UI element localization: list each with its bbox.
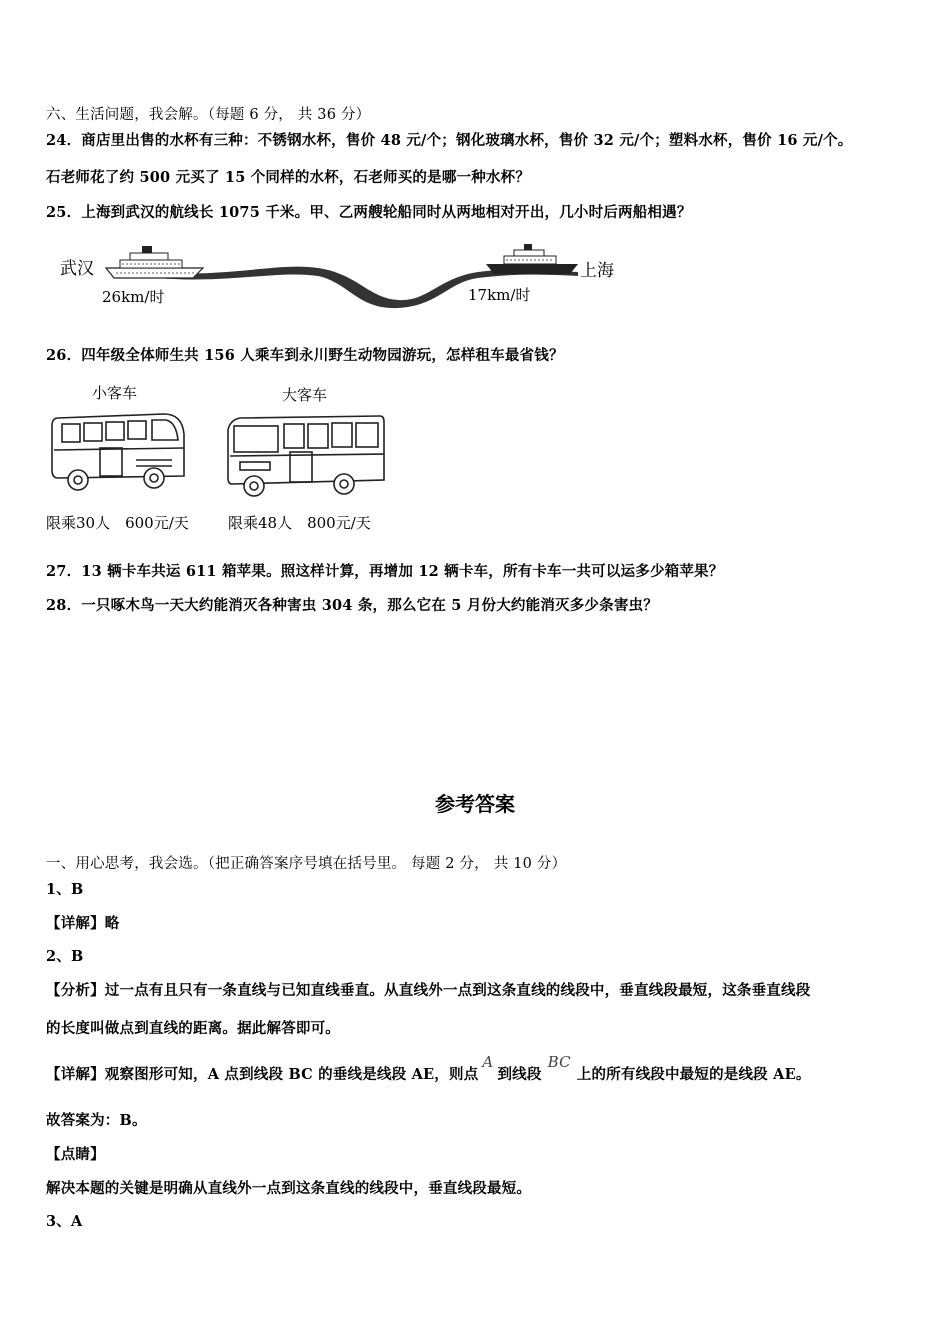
answers-title: 参考答案 [435,792,515,816]
large-bus-icon [228,416,384,496]
large-bus-caption: 限乘48人 800元/天 [228,514,371,532]
answer-1-detail: 【详解】略 [46,915,120,932]
answer-2-tip: 解决本题的关键是明确从直线外一点到这条直线的线段中，垂直线段最短。 [46,1180,532,1197]
bus-figure [44,378,404,538]
buses-illustration [44,406,404,506]
answers-section1-heading: 一、用心思考，我会选。（把正确答案序号填在括号里。 每题 2 分， 共 10 分） [46,856,567,872]
small-bus-title: 小客车 [92,384,138,402]
right-ship-speed: 17km/时 [468,286,531,304]
ship-right-icon [486,244,578,274]
answer-2-detail-part1: 【详解】观察图形可知，A 点到线段 BC 的垂线是线段 AE，则点 [46,1066,479,1083]
large-bus-title: 大客车 [282,386,328,404]
small-bus-caption: 限乘30人 600元/天 [46,514,189,532]
answer-2-detail-part2: 到线段 [497,1066,542,1083]
route-figure [58,238,638,318]
answer-2-conclusion: 故答案为：B。 [46,1112,147,1129]
answer-2: 2、B [46,948,84,965]
math-var-a: A [482,1053,494,1071]
question-24-line2: 石老师花了约 500 元买了 15 个同样的水杯，石老师买的是哪一种水杯？ [46,169,531,186]
answer-3: 3、A [46,1213,83,1230]
answer-1: 1、B [46,881,84,898]
question-27: 27．13 辆卡车共运 611 箱苹果。照这样计算，再增加 12 辆卡车，所有卡车一共可以运多少箱苹果？ [46,563,724,580]
math-var-bc: BC [547,1053,571,1071]
section6-heading: 六、生活问题，我会解。（每题 6 分， 共 36 分） [46,107,371,123]
answer-2-analysis-line1: 【分析】过一点有且只有一条直线与已知直线垂直。从直线外一点到这条直线的线段中，垂直线段最短，这条垂直线段 [46,982,811,999]
question-26: 26．四年级全体师生共 156 人乘车到永川野生动物园游玩，怎样租车最省钱？ [46,347,564,364]
city-shanghai-label: 上海 [580,261,614,281]
question-28: 28．一只啄木鸟一天大约能消灭各种害虫 304 条，那么它在 5 月份大约能消灭多少条害虫？ [46,597,658,614]
city-wuhan-label: 武汉 [60,259,94,279]
answer-2-detail-part3: 上的所有线段中最短的是线段 AE。 [576,1066,811,1083]
question-25: 25．上海到武汉的航线长 1075 千米。甲、乙两艘轮船同时从两地相对开出，几小时后两船相遇？ [46,204,692,221]
small-bus-icon [52,414,184,490]
ship-left-icon [106,246,203,278]
answer-2-detail [46,1053,811,1084]
left-ship-speed: 26km/时 [102,288,165,306]
question-24-line1: 24．商店里出售的水杯有三种：不锈钢水杯，售价 48 元/个；钢化玻璃水杯，售价 32 元/个；塑料水杯，售价 16 元/个。 [46,132,853,149]
answer-2-analysis-line2: 的长度叫做点到直线的距离。据此解答即可。 [46,1020,340,1037]
answer-2-tip-label: 【点睛】 [46,1146,105,1163]
